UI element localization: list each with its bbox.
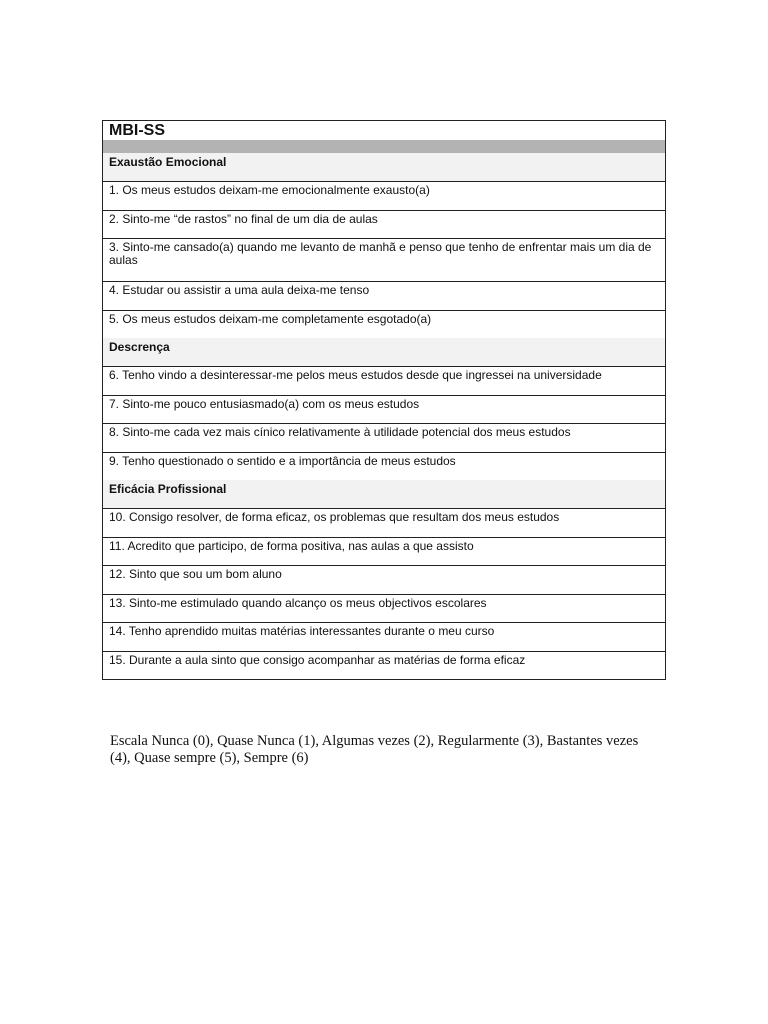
table-row: 13. Sinto-me estimulado quando alcanço os meus objectivos escolares xyxy=(103,594,665,623)
section-heading-exaustao xyxy=(103,153,665,181)
table-row: 11. Acredito que participo, de forma positiva, nas aulas a que assisto xyxy=(103,537,665,566)
mbi-ss-table xyxy=(102,120,666,680)
table-row: 14. Tenho aprendido muitas matérias interessantes durante o meu curso xyxy=(103,622,665,651)
section-heading-label: Eficácia Profissional xyxy=(109,482,227,496)
table-row: 9. Tenho questionado o sentido e a importância de meus estudos xyxy=(103,452,665,481)
section-heading-descrenca xyxy=(103,338,665,366)
table-row: 12. Sinto que sou um bom aluno xyxy=(103,565,665,594)
table-row: 6. Tenho vindo a desinteressar-me pelos meus estudos desde que ingressei na universidade xyxy=(103,366,665,395)
table-row: 10. Consigo resolver, de forma eficaz, os problemas que resultam dos meus estudos xyxy=(103,508,665,537)
table-row: 4. Estudar ou assistir a uma aula deixa-me tenso xyxy=(103,281,665,310)
table-row: 3. Sinto-me cansado(a) quando me levanto de manhã e penso que tenho de enfrentar mais um dia de aulas xyxy=(103,238,665,281)
table-title: MBI-SS xyxy=(109,122,165,139)
table-row: 2. Sinto-me “de rastos” no final de um dia de aulas xyxy=(103,210,665,239)
scale-note: Escala Nunca (0), Quase Nunca (1), Algumas vezes (2), Regularmente (3), Bastantes vezes (4), Quase sempre (5), Sempre (6) xyxy=(110,733,639,766)
section-heading-label: Exaustão Emocional xyxy=(109,155,227,169)
table-row: 1. Os meus estudos deixam-me emocionalmente exausto(a) xyxy=(103,181,665,210)
table-row: 8. Sinto-me cada vez mais cínico relativamente à utilidade potencial dos meus estudos xyxy=(103,423,665,452)
title-divider-bar xyxy=(103,140,665,153)
section-heading-label: Descrença xyxy=(109,340,170,354)
table-row: 15. Durante a aula sinto que consigo acompanhar as matérias de forma eficaz xyxy=(103,651,665,680)
section-heading-eficacia xyxy=(103,480,665,508)
table-row: 5. Os meus estudos deixam-me completamente esgotado(a) xyxy=(103,310,665,339)
table-row: 7. Sinto-me pouco entusiasmado(a) com os meus estudos xyxy=(103,395,665,424)
